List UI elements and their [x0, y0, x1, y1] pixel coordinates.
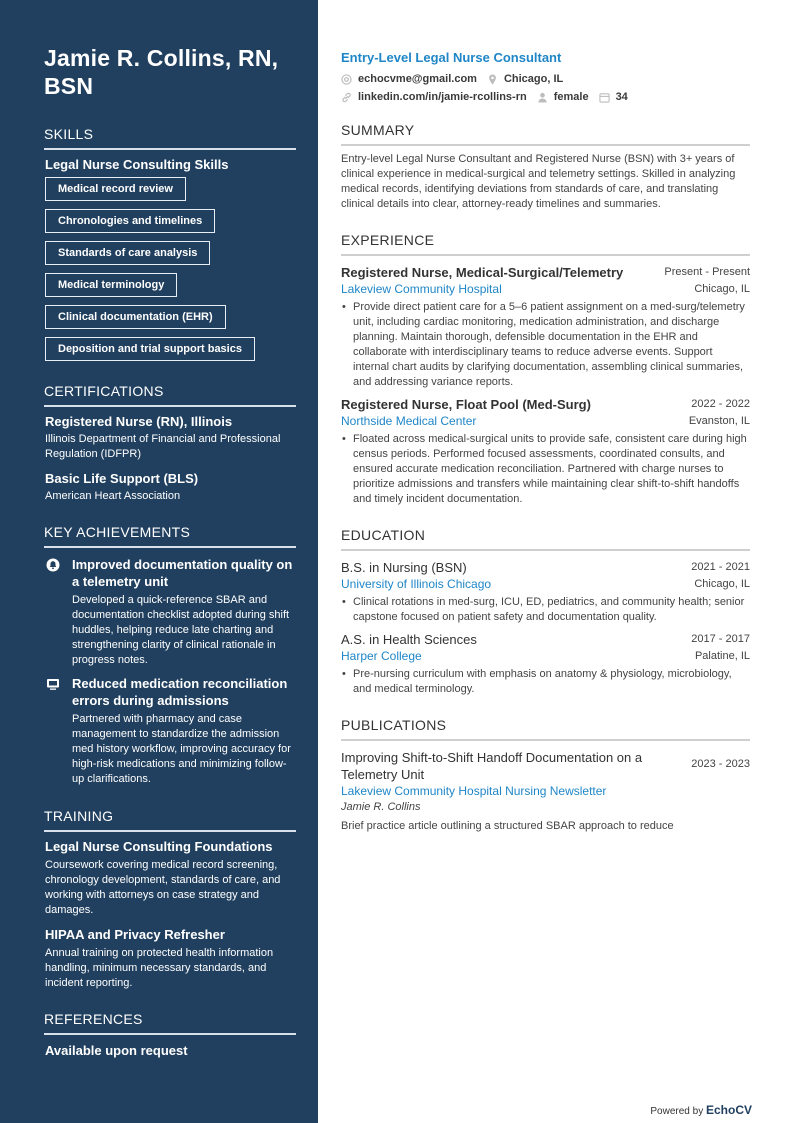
education-heading: EDUCATION	[341, 527, 750, 551]
publication-title: Improving Shift-to-Shift Handoff Documentation on a Telemetry Unit	[341, 750, 643, 782]
entry-location: Evanston, IL	[688, 415, 750, 427]
training-item	[44, 927, 296, 991]
entry-bullets	[341, 300, 750, 390]
entry-dates: Present - Present	[664, 266, 750, 278]
email-text[interactable]: echocvme@gmail.com	[358, 73, 477, 85]
training-desc: Annual training on protected health information handling, minimum necessary standards, and incident reporting.	[45, 947, 274, 989]
experience-section	[341, 232, 750, 507]
bullet-item: • Provide direct patient care for a 5–6 patient assignment on a med-surg/telemetry unit, including cardiac monitoring, medication administration, and discharge planning. Maintain thorough, defensible documentation in the EHR and collaborate with interdisciplinary teams to reduce adverse events. Support internal chart audits by clarifying documentation, assembling clinical summaries, and addressing variance reports.	[341, 300, 750, 390]
entry-bullets	[341, 432, 750, 507]
footer-brand[interactable]: EchoCV	[705, 1103, 752, 1117]
training-name: HIPAA and Privacy Refresher	[45, 927, 225, 942]
certifications-heading: CERTIFICATIONS	[44, 383, 296, 407]
training-item	[44, 839, 296, 918]
certification-item	[44, 471, 296, 504]
skill-chip: Standards of care analysis	[45, 241, 210, 265]
training-section	[44, 808, 296, 991]
link-icon	[341, 92, 352, 103]
certification-name: Registered Nurse (RN), Illinois	[45, 414, 233, 429]
skills-heading: SKILLS	[44, 126, 296, 150]
achievements-section	[44, 524, 296, 787]
achievement-item	[44, 556, 296, 668]
certifications-section	[44, 383, 296, 504]
footer	[650, 1103, 752, 1117]
achievement-desc: Partnered with pharmacy and case management to standardize the admission med history workflow, improving accuracy for high-risk medications and minimizing follow-up clarifications.	[72, 713, 291, 785]
publication-desc-wrap	[341, 819, 750, 835]
bullet-item: • Pre-nursing curriculum with emphasis on anatomy & physiology, microbiology, and medical terminology.	[341, 667, 750, 697]
entry-dates: 2017 - 2017	[691, 633, 750, 645]
age-contact	[599, 91, 628, 103]
publication-desc: Brief practice article outlining a structured SBAR approach to reduce	[341, 820, 674, 832]
entry-role: Registered Nurse, Float Pool (Med-Surg)	[341, 397, 591, 412]
publications-heading: PUBLICATIONS	[341, 717, 750, 741]
bell-icon	[46, 558, 60, 572]
experience-entry	[341, 396, 750, 507]
education-section	[341, 527, 750, 697]
monitor-icon	[46, 677, 60, 691]
linkedin-text[interactable]: linkedin.com/in/jamie-rcollins-rn	[358, 91, 527, 103]
footer-prefix: Powered by	[650, 1106, 704, 1117]
entry-location: Chicago, IL	[694, 283, 750, 295]
at-icon	[341, 74, 352, 85]
certification-item	[44, 414, 296, 462]
publications-section	[341, 717, 750, 835]
references-text: Available upon request	[45, 1043, 188, 1058]
education-entry	[341, 559, 750, 625]
publication-author: Jamie R. Collins	[341, 801, 421, 813]
calendar-icon	[599, 92, 610, 103]
map-pin-icon	[487, 74, 498, 85]
bullet-item: • Clinical rotations in med-surg, ICU, ED, pediatrics, and community health; senior capstone focused on patient safety and documentation quality.	[341, 595, 750, 625]
entry-dates: 2023 - 2023	[691, 758, 750, 770]
entry-bullets	[341, 595, 750, 625]
entry-school: University of Illinois Chicago	[341, 577, 492, 591]
training-heading: TRAINING	[44, 808, 296, 832]
achievement-item	[44, 675, 296, 787]
entry-degree: A.S. in Health Sciences	[341, 632, 477, 647]
references-heading: REFERENCES	[44, 1011, 296, 1035]
entry-dates: 2022 - 2022	[691, 398, 750, 410]
certification-org: Illinois Department of Financial and Professional Regulation (IDFPR)	[45, 433, 281, 460]
summary-heading: SUMMARY	[341, 122, 750, 146]
summary-section	[341, 122, 750, 212]
achievement-desc: Developed a quick-reference SBAR and documentation checklist adopted during shift huddles, helping reduce late charting and strengthening clarity of clinical rationale in progress notes.	[72, 594, 290, 666]
education-entry	[341, 631, 750, 697]
location-contact	[487, 73, 563, 85]
achievements-heading: KEY ACHIEVEMENTS	[44, 524, 296, 548]
sidebar	[0, 0, 318, 1123]
candidate-name: Jamie R. Collins, RN, BSN	[44, 45, 279, 99]
main-content	[341, 50, 750, 835]
certification-name: Basic Life Support (BLS)	[45, 471, 199, 486]
entry-bullets	[341, 667, 750, 697]
contact-row	[341, 91, 750, 103]
job-title: Entry-Level Legal Nurse Consultant	[341, 50, 562, 65]
email-contact	[341, 73, 477, 85]
bullet-item: • Floated across medical-surgical units to provide safe, consistent care during high census periods. Performed focused assessments, coordinated consults, and ensured accurate medication reconciliation. Partnered with charge nurses to prioritize admissions and transfers while maintaining clear shift-to-shift handoffs and timely incident documentation.	[341, 432, 750, 507]
gender-contact	[537, 91, 589, 103]
publication-publisher: Lakeview Community Hospital Nursing Newsletter	[341, 784, 607, 798]
entry-dates: 2021 - 2021	[691, 561, 750, 573]
entry-degree: B.S. in Nursing (BSN)	[341, 560, 467, 575]
entry-location: Chicago, IL	[694, 578, 750, 590]
references-section	[44, 1011, 296, 1058]
entry-school: Harper College	[341, 649, 422, 663]
training-name: Legal Nurse Consulting Foundations	[45, 839, 273, 854]
skills-section	[44, 126, 296, 369]
experience-entry	[341, 264, 750, 390]
entry-role: Registered Nurse, Medical-Surgical/Telemetry	[341, 265, 624, 280]
experience-heading: EXPERIENCE	[341, 232, 750, 256]
linkedin-contact	[341, 91, 527, 103]
location-text: Chicago, IL	[503, 73, 564, 85]
certification-org: American Heart Association	[45, 490, 181, 502]
entry-org: Northside Medical Center	[341, 414, 477, 428]
user-icon	[537, 92, 548, 103]
achievement-title: Reduced medication reconciliation errors during admissions	[72, 676, 288, 708]
entry-org: Lakeview Community Hospital	[341, 282, 502, 296]
skill-chip: Clinical documentation (EHR)	[45, 305, 226, 329]
age-text: 34	[615, 91, 628, 103]
achievement-title: Improved documentation quality on a telemetry unit	[72, 557, 293, 589]
entry-location: Palatine, IL	[694, 650, 750, 662]
skill-chip: Deposition and trial support basics	[45, 337, 255, 361]
training-desc: Coursework covering medical record screening, chronology development, standards of care, and working with attorneys on case strategy and damages.	[45, 859, 281, 916]
skill-group-title: Legal Nurse Consulting Skills	[45, 157, 229, 172]
gender-text: female	[553, 91, 589, 103]
contact-row	[341, 73, 750, 85]
summary-text: Entry-level Legal Nurse Consultant and Registered Nurse (BSN) with 3+ years of clinical experience in medical-surgical and telemetry settings. Skilled in analyzing medical records, identifying deviations from standards of care, and translating clinical details into clear, attorney-ready timelines and summaries.	[341, 153, 736, 210]
publication-entry	[341, 749, 750, 835]
skill-chip: Chronologies and timelines	[45, 209, 215, 233]
skill-chip: Medical terminology	[45, 273, 177, 297]
skill-chip: Medical record review	[45, 177, 186, 201]
